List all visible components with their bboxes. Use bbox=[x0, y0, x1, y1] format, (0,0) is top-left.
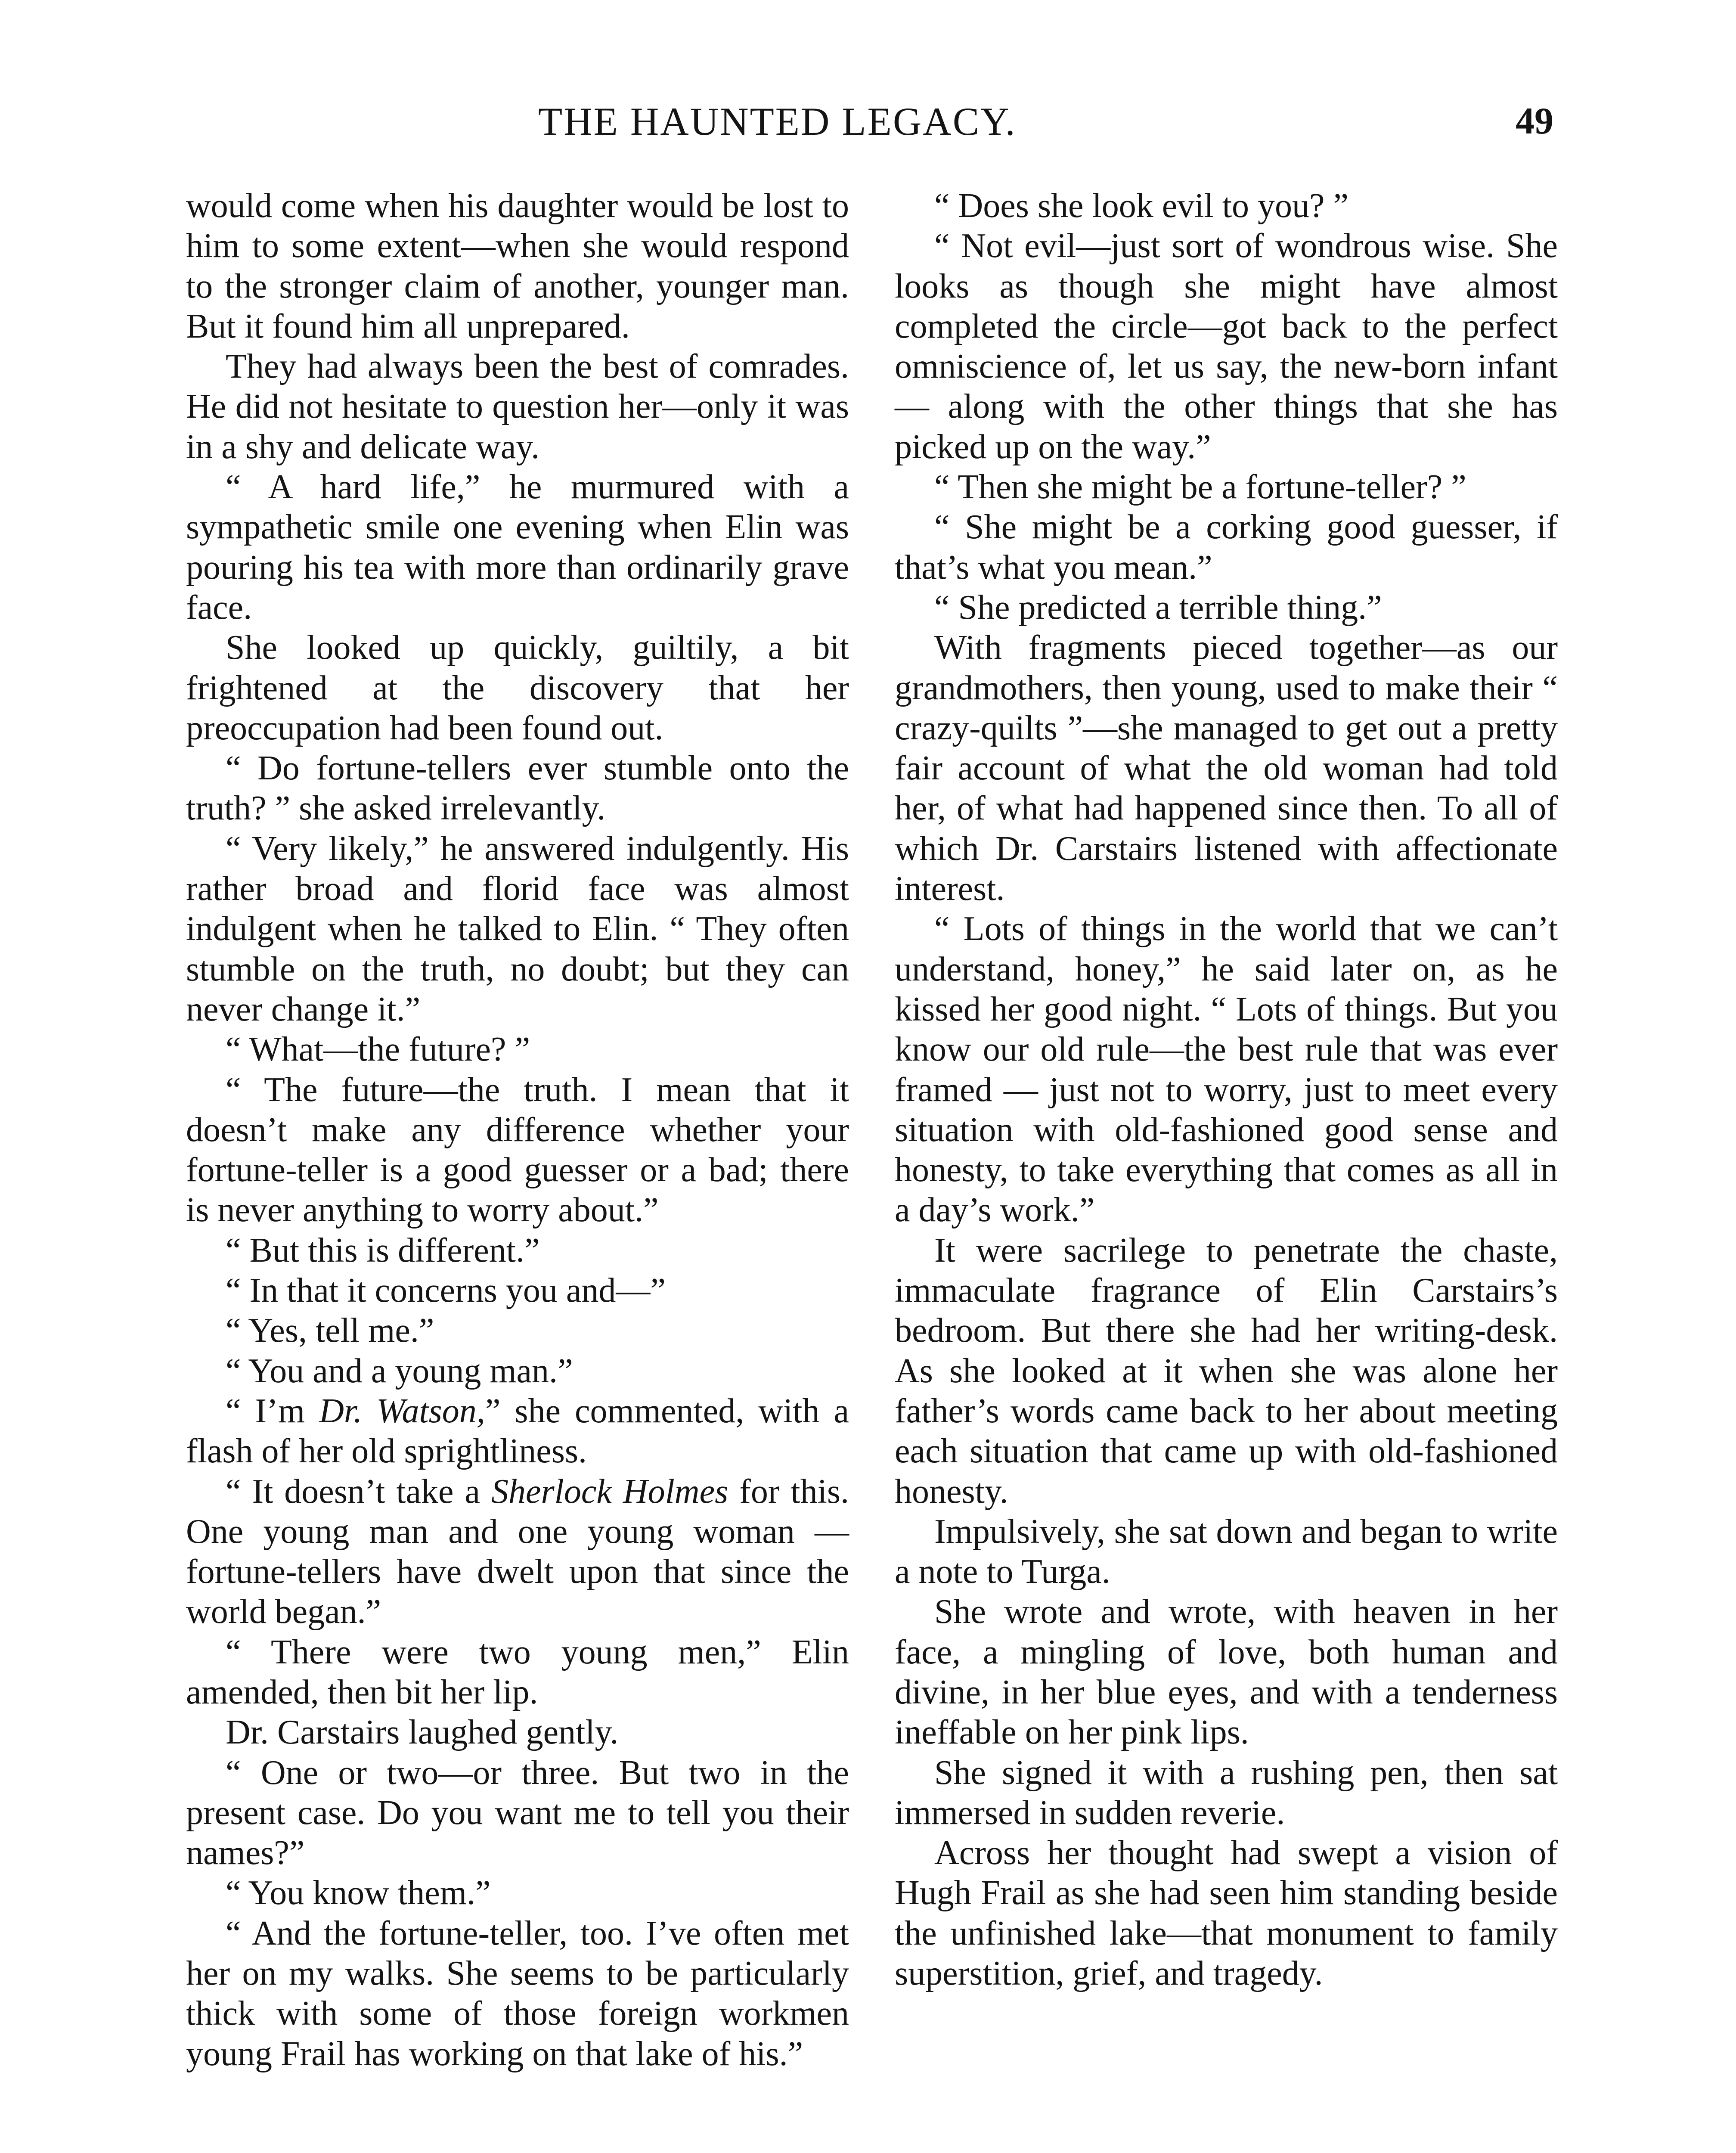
paragraph: They had always been the best of comrades. He did not hesitate to question her—only it was in a shy and delicate way. bbox=[186, 347, 849, 466]
left-column bbox=[186, 186, 849, 2074]
paragraph: “ There were two young men,” Elin amended, then bit her lip. bbox=[186, 1633, 849, 1711]
paragraph: Impulsively, she sat down and began to write a note to Turga. bbox=[895, 1512, 1558, 1591]
paragraph: “ You know them.” bbox=[226, 1874, 491, 1912]
paragraph: Dr. Carstairs laughed gently. bbox=[226, 1713, 619, 1752]
paragraph: “ Do fortune-tellers ever stumble onto the truth? ” she asked irrelevantly. bbox=[186, 749, 849, 828]
paragraph: She looked up quickly, guiltily, a bit frightened at the discovery that her preoccupation had been found out. bbox=[186, 629, 849, 747]
page-number: 49 bbox=[1516, 100, 1553, 142]
paragraph: “ Does she look evil to you? ” bbox=[934, 187, 1348, 225]
paragraph: “ What—the future? ” bbox=[226, 1030, 530, 1069]
emphasis: Sherlock Holmes bbox=[491, 1472, 728, 1511]
paragraph: “ One or two—or three. But two in the present case. Do you want me to tell you their names?” bbox=[186, 1753, 849, 1872]
paragraph: “ A hard life,” he murmured with a sympathetic smile one evening when Elin was pouring his tea with more than ordinarily grave face. bbox=[186, 468, 849, 627]
paragraph: “ And the fortune-teller, too. I’ve often met her on my walks. She seems to be particularly thick with some of those foreign workmen young Frail has working on that lake of his.” bbox=[186, 1914, 849, 2073]
paragraph-text: ” she commented, with a flash of her old sprightliness. bbox=[186, 1392, 849, 1470]
paragraph: would come when his daughter would be lost to him to some extent—when she would respond to the stronger claim of another, younger man. But it found him all unprepared. bbox=[186, 187, 849, 345]
paragraph: “ Very likely,” he answered indulgently. His rather broad and florid face was almost indulgent when he talked to Elin. “ They often stumble on the truth, no doubt; but they can never change it.” bbox=[186, 829, 849, 1028]
paragraph: “ She predicted a terrible thing.” bbox=[934, 588, 1382, 627]
paragraph: “ In that it concerns you and—” bbox=[226, 1272, 666, 1310]
paragraph: She signed it with a rushing pen, then sat immersed in sudden reverie. bbox=[895, 1753, 1558, 1832]
paragraph: Across her thought had swept a vision of Hugh Frail as she had seen him standing beside the unfinished lake—that monument to family superstition, grief, and tragedy. bbox=[895, 1834, 1558, 1993]
paragraph: “ You and a young man.” bbox=[226, 1352, 573, 1390]
right-column bbox=[895, 186, 1558, 1994]
paragraph: “ Yes, tell me.” bbox=[226, 1312, 434, 1350]
emphasis: Dr. Watson, bbox=[319, 1392, 485, 1430]
paragraph: “ But this is different.” bbox=[226, 1231, 540, 1269]
paragraph-text: “ It doesn’t take a bbox=[226, 1472, 491, 1511]
paragraph bbox=[186, 1472, 849, 1632]
paragraph: “ The future—the truth. I mean that it doesn’t make any difference whether your fortune-teller is a good guesser or a bad; there is never anything to worry about.” bbox=[186, 1070, 849, 1229]
paragraph: She wrote and wrote, with heaven in her face, a mingling of love, both human and divine, in her blue eyes, and with a tenderness ineffable on her pink lips. bbox=[895, 1593, 1558, 1752]
paragraph: It were sacrilege to penetrate the chaste, immaculate fragrance of Elin Carstairs’s bedroom. But there she had her writing-desk. As she looked at it when she was alone her father’s words came back to her about meeting each situation that came up with old-fashioned honesty. bbox=[895, 1231, 1558, 1511]
paragraph-text: for this. One young man and one young woman — fortune-tellers have dwelt upon that since the world began.” bbox=[186, 1472, 849, 1631]
paragraph: “ Not evil—just sort of wondrous wise. She looks as though she might have almost completed the circle—got back to the perfect omniscience of, let us say, the new-born infant — along with the other things that she has picked up on the way.” bbox=[895, 227, 1558, 466]
paragraph: “ Lots of things in the world that we can’t understand, honey,” he said later on, as he kissed her good night. “ Lots of things. But you know our old rule—the best rule that was ever framed — just not to worry, just to meet every situation with old-fashioned good sense and honesty, to take everything that comes as all in a day’s work.” bbox=[895, 910, 1558, 1229]
paragraph-text: “ I’m bbox=[226, 1392, 319, 1430]
paragraph bbox=[186, 1391, 849, 1472]
running-title: THE HAUNTED LEGACY. bbox=[538, 99, 1017, 143]
paragraph: “ She might be a corking good guesser, if that’s what you mean.” bbox=[895, 508, 1558, 586]
paragraph: With fragments pieced together—as our grandmothers, then young, used to make their “ crazy-quilts ”—she managed to get out a pretty fair account of what the old woman had told her, of what had happened since then. To all of which Dr. Carstairs listened with affectionate interest. bbox=[895, 629, 1558, 908]
paragraph: “ Then she might be a fortune-teller? ” bbox=[934, 468, 1466, 506]
